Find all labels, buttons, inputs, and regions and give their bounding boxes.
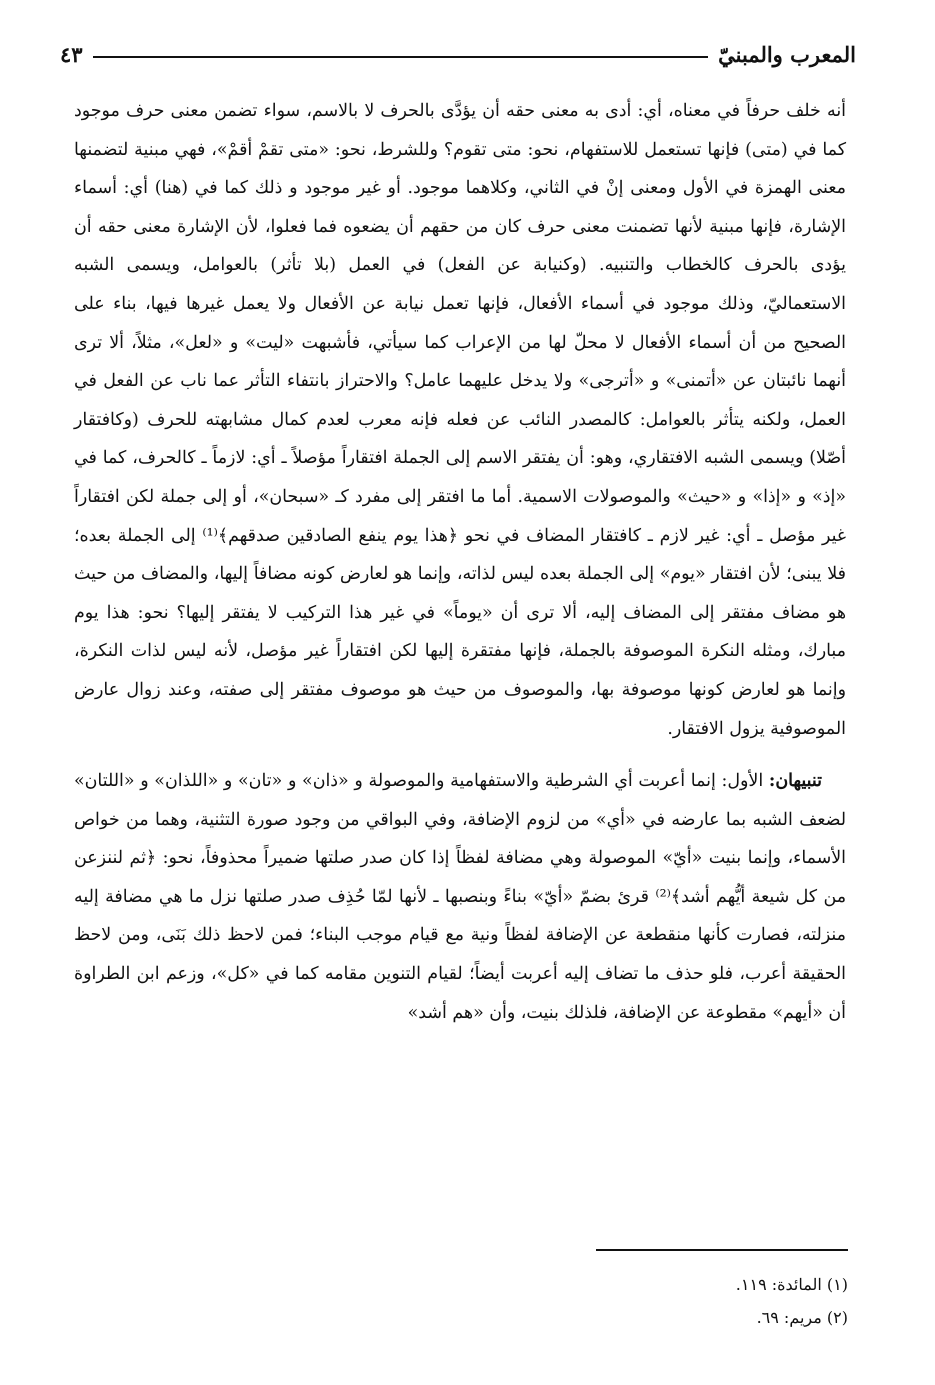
page-header bbox=[60, 36, 856, 72]
footnote-2: (٢) مريم: ٦٩. bbox=[756, 1308, 848, 1327]
paragraph-2-lead: تنبيهان: bbox=[768, 771, 822, 792]
footnote-1: (١) المائدة: ١١٩. bbox=[735, 1275, 848, 1294]
header-rule bbox=[93, 56, 709, 58]
main-text bbox=[74, 92, 846, 1032]
paragraph-2 bbox=[74, 762, 846, 1032]
footnote-rule bbox=[596, 1249, 848, 1251]
paragraph-2-text: الأول: إنما أعربت أي الشرطية والاستفهامية والموصولة و «ذان» و «تان» و «اللذان» و «اللتان» لضعف الشبه بما عارضه في «أي» من لزوم الإضافة، وفي البواقي من وجود صورة التثنية، وهما من خواص الأسماء، وإنما بنيت «أيّ» الموصولة وهي مضافة لفظاً إذا كان صدر صلتها ضميراً محذوفاً، نحو: ﴿ثم لننزعن من كل شيعة أيُّهم أشد﴾⁽²⁾ قرئ بضمّ «أيّ» بناءً وبنصبها ـ لأنها لمّا حُذِف صدر صلتها نزل ما هي مضافة إليه منزلته، فصارت كأنها منقطعة عن الإضافة لفظاً ونية مع قيام موجب البناء؛ فمن لاحظ ذلك بَنَى، ومن لاحظ الحقيقة أعرب، فلو حذف ما تضاف إليه أعربت أيضاً؛ لقيام التنوين مقامه كما في «كل»، وزعم ابن الطراوة أن «أيهم» مقطوعة عن الإضافة، فلذلك بنيت، وأن «هم أشد» bbox=[74, 771, 847, 1023]
running-head-title: المعرب والمبنيّ bbox=[718, 41, 856, 67]
paragraph-1: أنه خلف حرفاً في معناه، أي: أدى به معنى حقه أن يؤدَّى بالحرف لا بالاسم، سواء تضمن معنى حرف موجود كما في (متى) فإنها تستعمل للاستفهام، نحو: متى تقوم؟ وللشرط، نحو: «متى تقمْ أقمْ»، فهي مبنية لتضمنها معنى الهمزة في الأول ومعنى إنْ في الثاني، وكلاهما موجود. أو غير موجود و ذلك كما في (هنا) أي: أسماء الإشارة، فإنها مبنية لأنها تضمنت معنى حرف كان من حقهم أن يضعوه فما فعلوا، لأن الإشارة معنى حقه أن يؤدى بالحرف كالخطاب والتنبيه. (وكنيابة عن الفعل) في العمل (بلا تأثر) بالعوامل، ويسمى الشبه الاستعماليّ، وذلك موجود في أسماء الأفعال، فإنها تعمل نيابة عن الأفعال ولا يعمل غيرها فيها، بناء على الصحيح من أن أسماء الأفعال لا محلّ لها من الإعراب كما سيأتي، فأشبهت «ليت» و «لعل»، مثلاً، ألا ترى أنهما نائبتان عن «أتمنى» و «أترجى» ولا يدخل عليهما عامل؟ والاحتراز بانتفاء التأثر عما ناب عن الفعل في العمل، ولكنه يتأثر بالعوامل: كالمصدر النائب عن فعله فإنه معرب لعدم كمال مشابهته للحرف (وكافتقار أصّلا) ويسمى الشبه الافتقاري، وهو: أن يفتقر الاسم إلى الجملة افتقاراً مؤصلاً ـ أي: لازماً ـ كالحرف، كما في «إذ» و «إذا» و «حيث» والموصولات الاسمية. أما ما افتقر إلى مفرد كـ «سبحان»، أو إلى جملة لكن افتقاراً غير مؤصل ـ أي: غير لازم ـ كافتقار المضاف في نحو ﴿هذا يوم ينفع الصادقين صدقهم﴾⁽¹⁾ إلى الجملة بعده؛ فلا يبنى؛ لأن افتقار «يوم» إلى الجملة بعده ليس لذاته، وإنما هو لعارض كونه مضافاً إليها، والمضاف من حيث هو مضاف مفتقر إلى المضاف إليه، ألا ترى أن «يوماً» في غير هذا التركيب لا يفتقر إليها؟ نحو: هذا يوم مبارك، ومثله النكرة الموصوفة بالجملة، فإنها مفتقرة إليها لكن افتقاراً غير مؤصل، لأنه ليس لذات النكرة، وإنما هو لعارض كونها موصوفة بها، والموصوف من حيث هو موصوف مفتقر إلى صفته، وعند زوال عارض الموصوفية يزول الافتقار. bbox=[74, 101, 846, 739]
page-number: ٤٣ bbox=[60, 41, 83, 67]
footnotes bbox=[520, 1268, 848, 1334]
